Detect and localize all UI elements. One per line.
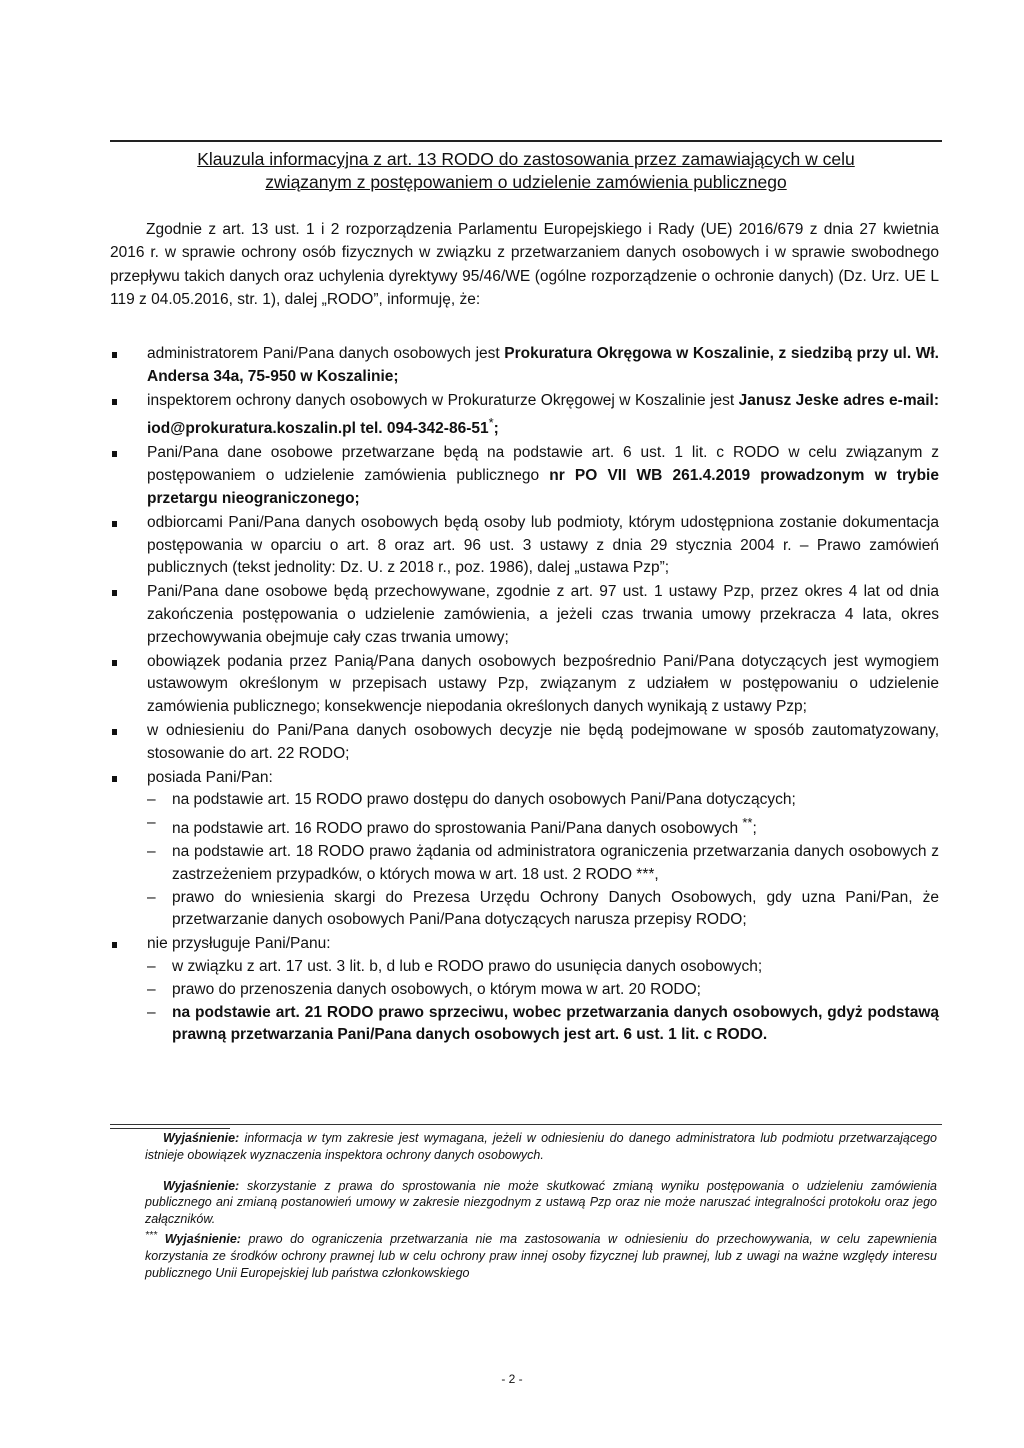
- bullet-icon: [112, 660, 117, 666]
- sub-item: – prawo do wniesienia skargi do Prezesa Urzędu Ochrony Danych Osobowych, gdy uzna Pani/Pan, że przetwarzanie danych osobowych Pani/Pana dotyczących narusza przepisy RODO;: [147, 888, 939, 929]
- list-item-administrator: administratorem Pani/Pana danych osobowych jest Prokuratura Okręgowa w Koszalinie, z siedzibą przy ul. Wł. Andersa 34a, 75-950 w Koszalinie;: [110, 343, 939, 389]
- footnote-rule: [110, 1124, 942, 1125]
- list-item-automated: w odniesieniu do Pani/Pana danych osobowych decyzje nie będą podejmowane w sposób zautomatyzowany, stosowanie do art. 22 RODO;: [110, 720, 939, 766]
- rights-sublist: [147, 789, 939, 932]
- bullet-icon: [112, 521, 117, 527]
- sub-item: – na podstawie art. 15 RODO prawo dostępu do danych osobowych Pani/Pana dotyczących;: [147, 791, 796, 809]
- list-item-obligation: obowiązek podania przez Panią/Pana danych osobowych bezpośrednio Pani/Pana dotyczących jest wymogiem ustawowym określonym w przepisach ustawy Pzp, związanym z udziałem w postępowaniu o udzielenie zamówienia publicznego; konsekwencje niepodania określonych danych wynikają z ustawy Pzp;: [110, 651, 939, 719]
- footnote-1: Wyjaśnienie: informacja w tym zakresie jest wymagana, jeżeli w odniesieniu do danego administratora lub podmiotu przetwarzającego istnieje obowiązek wyznaczenia inspektora ochrony danych osobowych.: [145, 1131, 937, 1162]
- sub-item: – na podstawie art. 21 RODO prawo sprzeciwu, wobec przetwarzania danych osobowych, gdyż podstawą prawną przetwarzania Pani/Pana danych osobowych jest art. 6 ust. 1 lit. c RODO.: [147, 1003, 939, 1044]
- list-item-no-rights: nie przysługuje Pani/Panu: – w związku z art. 17 ust. 3 lit. b, d lub e RODO prawo do usunięcia danych osobowych; – prawo do przenoszenia danych osobowych, o którym mowa w art. 20 RODO; – na podstawie art. 21 RODO prawo sprzeciwu, wobec przetwarzania danych osobowych, gdyż podstawą prawną przetwarzania Pani/Pana danych osobowych jest art. 6 ust. 1 lit. c RODO.: [110, 933, 939, 1047]
- sub-item: – w związku z art. 17 ust. 3 lit. b, d lub e RODO prawo do usunięcia danych osobowych;: [147, 958, 763, 976]
- list-item-rights: posiada Pani/Pan: – na podstawie art. 15 RODO prawo dostępu do danych osobowych Pani/Pana dotyczących; – na podstawie art. 16 RODO prawo do sprostowania Pani/Pana danych osobowych **; – na podstawie art. 18 RODO prawo żądania od administratora ograniczenia przetwarzania danych osobowych z zastrzeżeniem przypadków, o których mowa w art. 18 ust. 2 RODO ***, – prawo do wniesienia skargi do Prezesa Urzędu Ochrony Danych Osobowych, gdy uzna Pani/Pan, że przetwarzanie danych osobowych Pani/Pana dotyczących narusza przepisy RODO;: [110, 767, 939, 933]
- bullet-icon: [112, 399, 117, 405]
- clause-list: [110, 343, 939, 1048]
- no-rights-sublist: [147, 956, 939, 1047]
- footnote-2: Wyjaśnienie: skorzystanie z prawa do sprostowania nie może skutkować zmianą wyniku postępowania o udzieleniu zamówienia publicznego ani zmianą postanowień umowy w zakresie niezgodnym z ustawą Pzp oraz nie może naruszać integralności protokołu oraz jego załączników.: [145, 1178, 937, 1227]
- list-item-inspector: inspektorem ochrony danych osobowych w Prokuraturze Okręgowej w Koszalinie jest Janusz Jeske adres e-mail: iod@prokuratura.koszalin.pl tel. 094-342-86-51*;: [110, 390, 939, 442]
- case-number: nr PO VII WB 261.4.2019 prowadzonym w trybie przetargu nieograniczonego;: [147, 467, 939, 507]
- header-rule: [110, 140, 942, 142]
- bullet-icon: [112, 729, 117, 735]
- footnote-rule-short: [110, 1128, 230, 1129]
- list-item-recipients: odbiorcami Pani/Pana danych osobowych będą osoby lub podmioty, którym udostępniona zostanie dokumentacja postępowania w oparciu o art. 8 oraz art. 96 ust. 3 ustawy z dnia 29 stycznia 2004 r. – Prawo zamówień publicznych (tekst jednolity: Dz. U. z 2018 r., poz. 1986), dalej „ustawa Pzp”;: [110, 512, 939, 580]
- footnotes: [145, 1130, 937, 1296]
- bullet-icon: [112, 451, 117, 457]
- sub-item: – prawo do przenoszenia danych osobowych, o którym mowa w art. 20 RODO;: [147, 980, 701, 998]
- inspector-contact: Janusz Jeske adres e-mail: iod@prokuratura.koszalin.pl tel. 094-342-86-51: [147, 391, 939, 438]
- page-number: - 2 -: [501, 1372, 523, 1386]
- bullet-icon: [112, 942, 117, 948]
- intro-paragraph: Zgodnie z art. 13 ust. 1 i 2 rozporządzenia Parlamentu Europejskiego i Rady (UE) 2016/679 z dnia 27 kwietnia 2016 r. w sprawie ochrony osób fizycznych w związku z przetwarzaniem danych osobowych i w sprawie swobodnego przepływu takich danych oraz uchylenia dyrektywy 95/46/WE (ogólne rozporządzenie o ochronie danych) (Dz. Urz. UE L 119 z 04.05.2016, str. 1), dalej „RODO”, informuję, że:: [110, 221, 939, 309]
- bullet-icon: [112, 590, 117, 596]
- bullet-icon: [112, 352, 117, 358]
- title-line-2: związanym z postępowaniem o udzielenie zamówienia publicznego: [265, 172, 787, 192]
- list-item-storage: Pani/Pana dane osobowe będą przechowywane, zgodnie z art. 97 ust. 1 ustawy Pzp, przez okres 4 lat od dnia zakończenia postępowania o udzielenie zamówienia, a jeżeli czas trwania umowy przekracza 4 lata, okres przechowywania obejmuje cały czas trwania umowy;: [110, 581, 939, 649]
- title-line-1: Klauzula informacyjna z art. 13 RODO do zastosowania przez zamawiających w celu: [197, 149, 855, 169]
- sub-item: – na podstawie art. 16 RODO prawo do sprostowania Pani/Pana danych osobowych **;: [147, 814, 757, 838]
- bullet-icon: [112, 776, 117, 782]
- list-item-purpose: Pani/Pana dane osobowe przetwarzane będą na podstawie art. 6 ust. 1 lit. c RODO w celu związanym z postępowaniem o udzielenie zamówienia publicznego nr PO VII WB 261.4.2019 prowadzonym w trybie przetargu nieograniczonego;: [110, 442, 939, 510]
- document-title: [110, 148, 942, 194]
- sub-item: – na podstawie art. 18 RODO prawo żądania od administratora ograniczenia przetwarzania danych osobowych z zastrzeżeniem przypadków, o których mowa w art. 18 ust. 2 RODO ***,: [147, 843, 939, 883]
- footnote-3: *** Wyjaśnienie: prawo do ograniczenia przetwarzania nie ma zastosowania w odniesieniu do przechowywania, w celu zapewnienia korzystania ze środków ochrony prawnej lub w celu ochrony praw innej osoby fizycznej lub prawnej, lub z uwagi na ważne względy interesu publicznego Unii Europejskiej lub państwa członkowskiego: [145, 1229, 937, 1280]
